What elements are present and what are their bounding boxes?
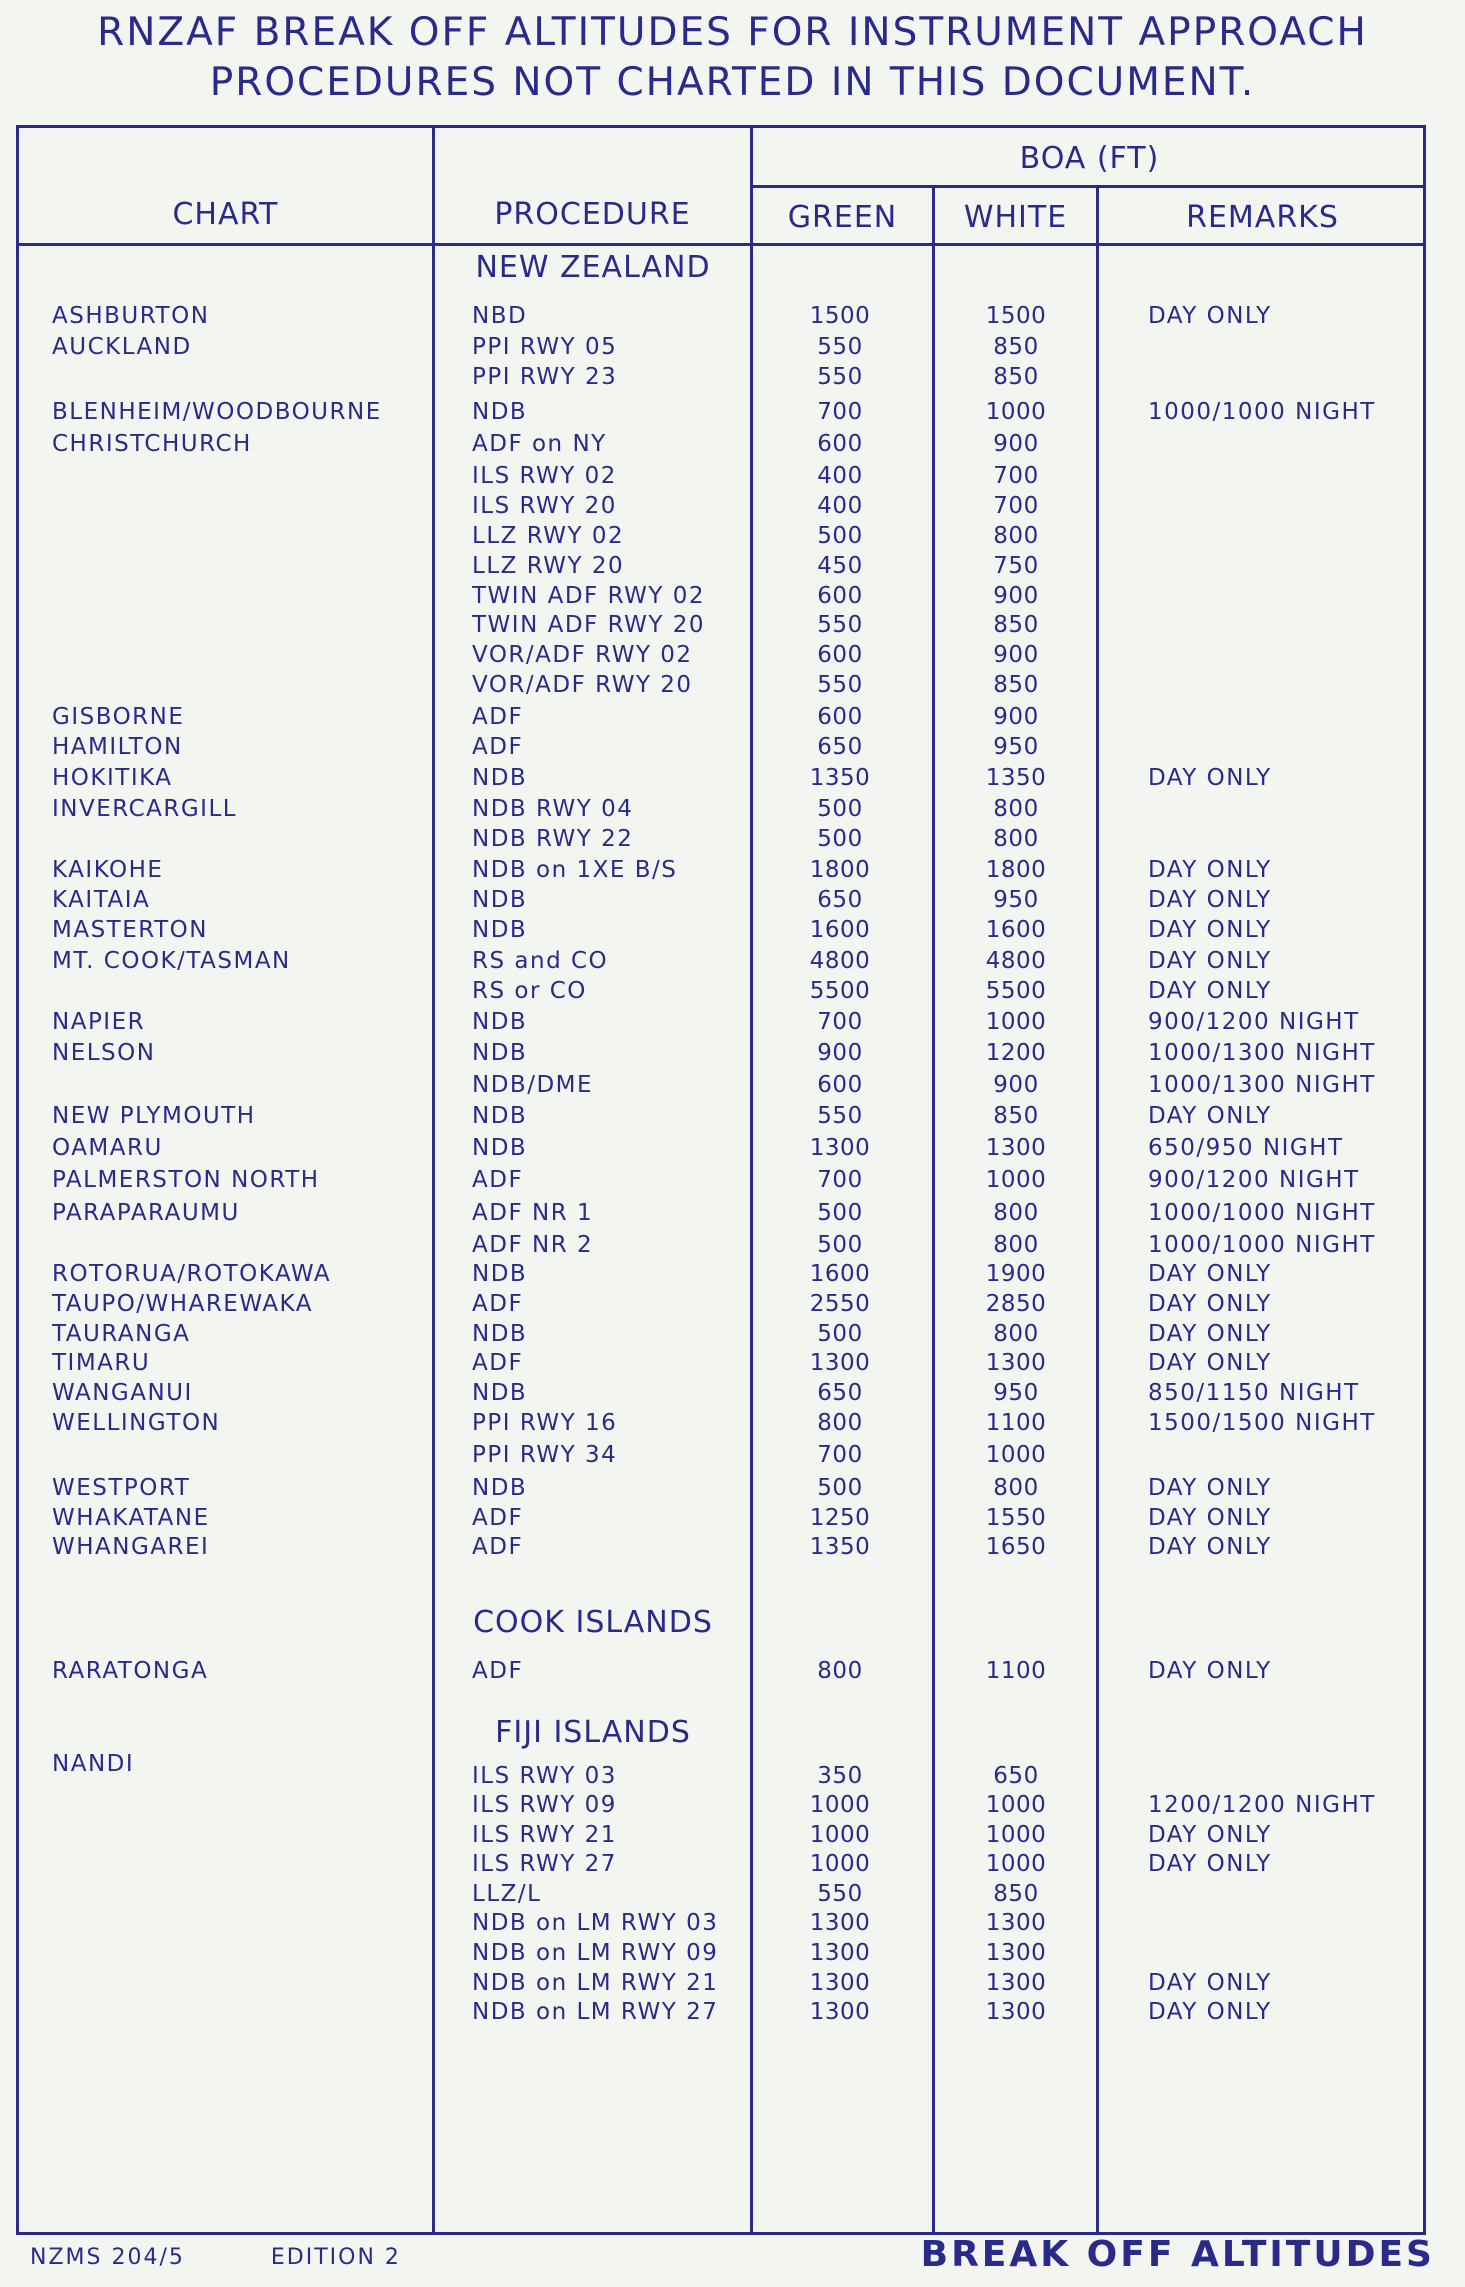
cell-procedure: LLZ RWY 02 bbox=[472, 523, 625, 549]
cell-procedure: LLZ/L bbox=[472, 1881, 542, 1907]
cell-green: 1000 bbox=[809, 1822, 871, 1848]
cell-chart: BLENHEIM/WOODBOURNE bbox=[52, 399, 382, 425]
cell-remarks: DAY ONLY bbox=[1148, 1103, 1272, 1129]
cell-remarks: 1000/1000 NIGHT bbox=[1148, 399, 1376, 425]
cell-green: 1350 bbox=[809, 1534, 871, 1560]
cell-procedure: ADF bbox=[472, 734, 524, 760]
cell-chart: NELSON bbox=[52, 1040, 156, 1066]
cell-white: 800 bbox=[993, 1321, 1039, 1347]
cell-procedure: ADF NR 1 bbox=[472, 1200, 594, 1226]
cell-white: 1200 bbox=[985, 1040, 1047, 1066]
cell-remarks: DAY ONLY bbox=[1148, 1822, 1272, 1848]
header-white: WHITE bbox=[963, 200, 1068, 235]
cell-white: 850 bbox=[993, 364, 1039, 390]
cell-white: 1300 bbox=[985, 1940, 1047, 1966]
cell-green: 650 bbox=[817, 734, 863, 760]
cell-chart: WESTPORT bbox=[52, 1475, 191, 1501]
cell-remarks: 650/950 NIGHT bbox=[1148, 1135, 1344, 1161]
cell-procedure: NDB on LM RWY 27 bbox=[472, 1999, 719, 2025]
cell-remarks: DAY ONLY bbox=[1148, 948, 1272, 974]
cell-procedure: ADF on NY bbox=[472, 431, 607, 457]
cell-procedure: PPI RWY 23 bbox=[472, 364, 618, 390]
cell-green: 1800 bbox=[809, 857, 871, 883]
cell-white: 1000 bbox=[985, 1822, 1047, 1848]
cell-procedure: PPI RWY 05 bbox=[472, 334, 618, 360]
cell-green: 500 bbox=[817, 1475, 863, 1501]
cell-white: 900 bbox=[993, 1072, 1039, 1098]
cell-green: 500 bbox=[817, 523, 863, 549]
cell-remarks: DAY ONLY bbox=[1148, 1350, 1272, 1376]
cell-procedure: ADF bbox=[472, 1291, 524, 1317]
cell-procedure: NDB on LM RWY 03 bbox=[472, 1910, 719, 1936]
cell-green: 1300 bbox=[809, 1910, 871, 1936]
cell-green: 700 bbox=[817, 1009, 863, 1035]
footer-label: BREAK OFF ALTITUDES bbox=[920, 2234, 1435, 2275]
cell-white: 1500 bbox=[985, 303, 1047, 329]
cell-green: 1000 bbox=[809, 1851, 871, 1877]
header-procedure: PROCEDURE bbox=[494, 197, 691, 232]
header-remarks: REMARKS bbox=[1186, 200, 1339, 235]
cell-white: 1100 bbox=[985, 1410, 1047, 1436]
cell-green: 600 bbox=[817, 1072, 863, 1098]
cell-white: 1550 bbox=[985, 1505, 1047, 1531]
cell-white: 850 bbox=[993, 334, 1039, 360]
cell-chart: NANDI bbox=[52, 1751, 135, 1777]
cell-green: 1300 bbox=[809, 1135, 871, 1161]
cell-white: 800 bbox=[993, 796, 1039, 822]
cell-white: 900 bbox=[993, 704, 1039, 730]
cell-procedure: NDB bbox=[472, 1135, 528, 1161]
header-green: GREEN bbox=[787, 200, 898, 235]
cell-green: 550 bbox=[817, 334, 863, 360]
cell-procedure: NDB bbox=[472, 1040, 528, 1066]
cell-chart: KAITAIA bbox=[52, 887, 151, 913]
cell-procedure: NDB on LM RWY 21 bbox=[472, 1970, 719, 1996]
cell-procedure: NBD bbox=[472, 303, 528, 329]
cell-chart: MT. COOK/TASMAN bbox=[52, 948, 291, 974]
cell-remarks: DAY ONLY bbox=[1148, 1291, 1272, 1317]
boa-header-rule bbox=[750, 185, 1426, 188]
cell-procedure: NDB RWY 22 bbox=[472, 826, 634, 852]
cell-green: 5500 bbox=[809, 978, 871, 1004]
cell-white: 650 bbox=[993, 1763, 1039, 1789]
cell-chart: CHRISTCHURCH bbox=[52, 431, 252, 457]
cell-white: 2850 bbox=[985, 1291, 1047, 1317]
cell-chart: OAMARU bbox=[52, 1135, 163, 1161]
cell-chart: MASTERTON bbox=[52, 917, 208, 943]
cell-chart: WELLINGTON bbox=[52, 1410, 221, 1436]
header-bottom-rule bbox=[16, 243, 1426, 246]
cell-green: 1000 bbox=[809, 1792, 871, 1818]
cell-procedure: RS or CO bbox=[472, 978, 587, 1004]
cell-remarks: DAY ONLY bbox=[1148, 1970, 1272, 1996]
cell-green: 550 bbox=[817, 364, 863, 390]
cell-white: 1900 bbox=[985, 1261, 1047, 1287]
cell-remarks: 1000/1000 NIGHT bbox=[1148, 1232, 1376, 1258]
cell-procedure: NDB bbox=[472, 765, 528, 791]
cell-procedure: PPI RWY 16 bbox=[472, 1410, 618, 1436]
cell-green: 650 bbox=[817, 887, 863, 913]
title-line-2: PROCEDURES NOT CHARTED IN THIS DOCUMENT. bbox=[209, 60, 1256, 105]
footer-left bbox=[30, 2245, 487, 2270]
cell-green: 1350 bbox=[809, 765, 871, 791]
footer-edition: EDITION 2 bbox=[270, 2245, 401, 2270]
cell-procedure: TWIN ADF RWY 20 bbox=[472, 612, 705, 638]
cell-chart: AUCKLAND bbox=[52, 334, 192, 360]
cell-green: 1300 bbox=[809, 1970, 871, 1996]
cell-white: 4800 bbox=[985, 948, 1047, 974]
cell-white: 950 bbox=[993, 887, 1039, 913]
cell-chart: NAPIER bbox=[52, 1009, 146, 1035]
cell-remarks: DAY ONLY bbox=[1148, 917, 1272, 943]
cell-green: 4800 bbox=[809, 948, 871, 974]
cell-remarks: DAY ONLY bbox=[1148, 887, 1272, 913]
cell-procedure: NDB on 1XE B/S bbox=[472, 857, 678, 883]
cell-procedure: NDB bbox=[472, 1380, 528, 1406]
cell-remarks: DAY ONLY bbox=[1148, 765, 1272, 791]
cell-chart: ASHBURTON bbox=[52, 303, 210, 329]
cell-procedure: ILS RWY 27 bbox=[472, 1851, 617, 1877]
cell-procedure: ADF bbox=[472, 1534, 524, 1560]
cell-procedure: VOR/ADF RWY 02 bbox=[472, 642, 693, 668]
cell-procedure: ILS RWY 03 bbox=[472, 1763, 617, 1789]
cell-chart: RARATONGA bbox=[52, 1658, 209, 1684]
cell-remarks: 1000/1000 NIGHT bbox=[1148, 1200, 1376, 1226]
cell-green: 450 bbox=[817, 553, 863, 579]
cell-chart: ROTORUA/ROTOKAWA bbox=[52, 1261, 332, 1287]
cell-procedure: ADF bbox=[472, 1658, 524, 1684]
cell-procedure: ADF bbox=[472, 704, 524, 730]
cell-procedure: NDB bbox=[472, 1009, 528, 1035]
cell-white: 800 bbox=[993, 1475, 1039, 1501]
header-boa: BOA (FT) bbox=[1019, 141, 1160, 176]
cell-white: 1000 bbox=[985, 1167, 1047, 1193]
cell-white: 800 bbox=[993, 1232, 1039, 1258]
cell-white: 800 bbox=[993, 523, 1039, 549]
cell-green: 500 bbox=[817, 796, 863, 822]
cell-green: 600 bbox=[817, 642, 863, 668]
cell-chart: TIMARU bbox=[52, 1350, 151, 1376]
cell-remarks: 1000/1300 NIGHT bbox=[1148, 1040, 1376, 1066]
cell-procedure: ILS RWY 20 bbox=[472, 493, 617, 519]
cell-green: 1500 bbox=[809, 303, 871, 329]
cell-white: 800 bbox=[993, 826, 1039, 852]
cell-chart: TAUPO/WHAREWAKA bbox=[52, 1291, 313, 1317]
cell-procedure: NDB on LM RWY 09 bbox=[472, 1940, 719, 1966]
cell-white: 1100 bbox=[985, 1658, 1047, 1684]
cell-remarks: DAY ONLY bbox=[1148, 303, 1272, 329]
cell-green: 700 bbox=[817, 1167, 863, 1193]
cell-green: 1600 bbox=[809, 1261, 871, 1287]
cell-remarks: DAY ONLY bbox=[1148, 857, 1272, 883]
cell-procedure: TWIN ADF RWY 02 bbox=[472, 583, 705, 609]
cell-green: 600 bbox=[817, 704, 863, 730]
cell-green: 1250 bbox=[809, 1505, 871, 1531]
cell-white: 700 bbox=[993, 463, 1039, 489]
cell-green: 1300 bbox=[809, 1999, 871, 2025]
cell-procedure: LLZ RWY 20 bbox=[472, 553, 625, 579]
cell-procedure: NDB bbox=[472, 1103, 528, 1129]
cell-white: 900 bbox=[993, 583, 1039, 609]
cell-remarks: DAY ONLY bbox=[1148, 1658, 1272, 1684]
cell-white: 850 bbox=[993, 1103, 1039, 1129]
cell-remarks: DAY ONLY bbox=[1148, 1999, 1272, 2025]
cell-remarks: 1500/1500 NIGHT bbox=[1148, 1410, 1376, 1436]
cell-green: 550 bbox=[817, 612, 863, 638]
cell-white: 950 bbox=[993, 1380, 1039, 1406]
cell-procedure: NDB bbox=[472, 917, 528, 943]
cell-procedure: ADF bbox=[472, 1167, 524, 1193]
cell-remarks: DAY ONLY bbox=[1148, 1851, 1272, 1877]
cell-white: 900 bbox=[993, 642, 1039, 668]
cell-procedure: NDB bbox=[472, 1321, 528, 1347]
cell-green: 650 bbox=[817, 1380, 863, 1406]
cell-green: 800 bbox=[817, 1658, 863, 1684]
cell-green: 500 bbox=[817, 1321, 863, 1347]
cell-remarks: DAY ONLY bbox=[1148, 1534, 1272, 1560]
cell-white: 1800 bbox=[985, 857, 1047, 883]
cell-green: 700 bbox=[817, 1442, 863, 1468]
cell-green: 400 bbox=[817, 463, 863, 489]
footer-doc-id: NZMS 204/5 bbox=[30, 2245, 185, 2270]
cell-chart: WANGANUI bbox=[52, 1380, 193, 1406]
cell-chart: PALMERSTON NORTH bbox=[52, 1167, 320, 1193]
cell-procedure: NDB bbox=[472, 399, 528, 425]
cell-procedure: NDB/DME bbox=[472, 1072, 594, 1098]
cell-procedure: ADF bbox=[472, 1505, 524, 1531]
cell-white: 1300 bbox=[985, 1999, 1047, 2025]
cell-green: 600 bbox=[817, 431, 863, 457]
cell-procedure: ILS RWY 02 bbox=[472, 463, 617, 489]
cell-white: 1000 bbox=[985, 1009, 1047, 1035]
cell-white: 1300 bbox=[985, 1910, 1047, 1936]
cell-green: 500 bbox=[817, 826, 863, 852]
cell-green: 500 bbox=[817, 1232, 863, 1258]
cell-chart: WHAKATANE bbox=[52, 1505, 210, 1531]
header-chart: CHART bbox=[172, 197, 279, 232]
cell-procedure: NDB bbox=[472, 1475, 528, 1501]
cell-procedure: ILS RWY 21 bbox=[472, 1822, 617, 1848]
cell-remarks: 900/1200 NIGHT bbox=[1148, 1167, 1360, 1193]
cell-white: 700 bbox=[993, 493, 1039, 519]
cell-remarks: 900/1200 NIGHT bbox=[1148, 1009, 1360, 1035]
cell-white: 850 bbox=[993, 672, 1039, 698]
cell-chart: KAIKOHE bbox=[52, 857, 164, 883]
cell-chart: HOKITIKA bbox=[52, 765, 173, 791]
cell-white: 1650 bbox=[985, 1534, 1047, 1560]
cell-chart: GISBORNE bbox=[52, 704, 185, 730]
section-title: COOK ISLANDS bbox=[473, 1605, 713, 1640]
cell-chart: NEW PLYMOUTH bbox=[52, 1103, 256, 1129]
cell-chart: HAMILTON bbox=[52, 734, 183, 760]
cell-procedure: ILS RWY 09 bbox=[472, 1792, 617, 1818]
cell-remarks: DAY ONLY bbox=[1148, 1261, 1272, 1287]
cell-chart: PARAPARAUMU bbox=[52, 1200, 240, 1226]
column-divider bbox=[432, 125, 435, 2235]
cell-green: 350 bbox=[817, 1763, 863, 1789]
cell-white: 1000 bbox=[985, 1442, 1047, 1468]
cell-procedure: VOR/ADF RWY 20 bbox=[472, 672, 693, 698]
cell-white: 800 bbox=[993, 1200, 1039, 1226]
cell-white: 1300 bbox=[985, 1135, 1047, 1161]
cell-procedure: ADF NR 2 bbox=[472, 1232, 594, 1258]
cell-white: 850 bbox=[993, 1881, 1039, 1907]
cell-green: 550 bbox=[817, 1881, 863, 1907]
cell-white: 750 bbox=[993, 553, 1039, 579]
cell-green: 1300 bbox=[809, 1940, 871, 1966]
cell-white: 1600 bbox=[985, 917, 1047, 943]
cell-green: 550 bbox=[817, 1103, 863, 1129]
cell-procedure: NDB bbox=[472, 887, 528, 913]
cell-green: 400 bbox=[817, 493, 863, 519]
cell-remarks: 1000/1300 NIGHT bbox=[1148, 1072, 1376, 1098]
cell-white: 5500 bbox=[985, 978, 1047, 1004]
cell-green: 1600 bbox=[809, 917, 871, 943]
cell-white: 850 bbox=[993, 612, 1039, 638]
cell-white: 1300 bbox=[985, 1350, 1047, 1376]
cell-green: 700 bbox=[817, 399, 863, 425]
cell-procedure: NDB RWY 04 bbox=[472, 796, 634, 822]
cell-green: 1300 bbox=[809, 1350, 871, 1376]
cell-white: 1350 bbox=[985, 765, 1047, 791]
cell-green: 550 bbox=[817, 672, 863, 698]
cell-white: 1000 bbox=[985, 1792, 1047, 1818]
cell-green: 600 bbox=[817, 583, 863, 609]
cell-remarks: 1200/1200 NIGHT bbox=[1148, 1792, 1376, 1818]
cell-green: 800 bbox=[817, 1410, 863, 1436]
cell-remarks: DAY ONLY bbox=[1148, 1475, 1272, 1501]
cell-remarks: DAY ONLY bbox=[1148, 1321, 1272, 1347]
title-line-1: RNZAF BREAK OFF ALTITUDES FOR INSTRUMENT APPROACH bbox=[97, 10, 1368, 55]
cell-white: 1000 bbox=[985, 399, 1047, 425]
cell-white: 900 bbox=[993, 431, 1039, 457]
cell-chart: TAURANGA bbox=[52, 1321, 191, 1347]
page-title bbox=[0, 8, 1465, 108]
cell-remarks: DAY ONLY bbox=[1148, 978, 1272, 1004]
cell-remarks: DAY ONLY bbox=[1148, 1505, 1272, 1531]
cell-white: 950 bbox=[993, 734, 1039, 760]
section-title: NEW ZEALAND bbox=[475, 250, 711, 285]
cell-chart: WHANGAREI bbox=[52, 1534, 210, 1560]
cell-procedure: NDB bbox=[472, 1261, 528, 1287]
cell-green: 500 bbox=[817, 1200, 863, 1226]
cell-procedure: ADF bbox=[472, 1350, 524, 1376]
cell-procedure: RS and CO bbox=[472, 948, 609, 974]
section-title: FIJI ISLANDS bbox=[495, 1715, 691, 1750]
cell-procedure: PPI RWY 34 bbox=[472, 1442, 618, 1468]
cell-green: 900 bbox=[817, 1040, 863, 1066]
cell-green: 2550 bbox=[809, 1291, 871, 1317]
cell-remarks: 850/1150 NIGHT bbox=[1148, 1380, 1360, 1406]
cell-white: 1300 bbox=[985, 1970, 1047, 1996]
cell-chart: INVERCARGILL bbox=[52, 796, 238, 822]
cell-white: 1000 bbox=[985, 1851, 1047, 1877]
